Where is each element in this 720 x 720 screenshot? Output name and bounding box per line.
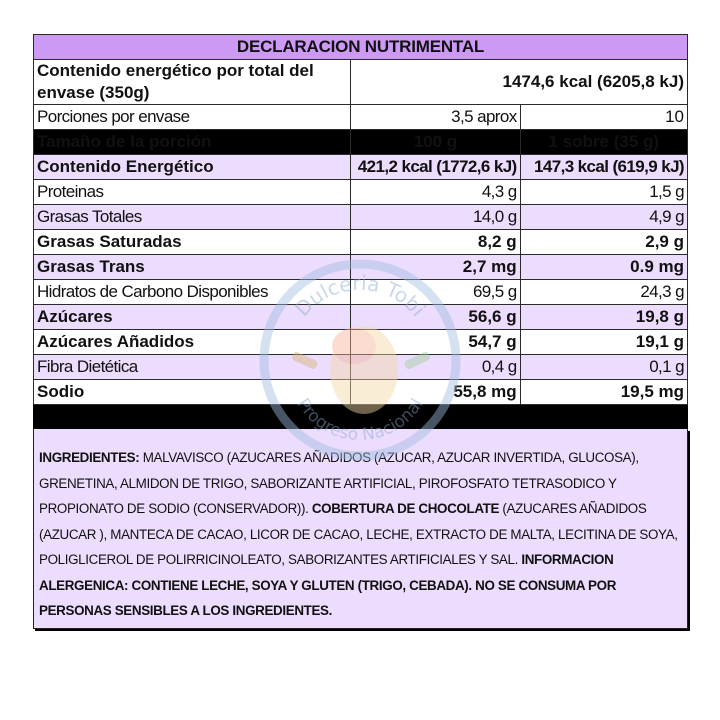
nutrient-col1: 8,2 g — [351, 230, 520, 255]
nutrient-col2: 1,5 g — [520, 180, 687, 205]
coating-text: (AZUCARES AÑADIDOS (AZUCAR ), MANTECA DE CACAO, LICOR DE CACAO, LECHE, EXTRACTO DE MALTA, LECITINA DE SOYA, POLIGLICEROL DE POLIRRICINOLEATO, SABORIZANTES ARTIFICIALES Y SAL. — [39, 501, 678, 567]
energy-total-label: Contenido energético por total del envase (350g) — [34, 60, 351, 105]
nutrient-col1: 56,6 g — [351, 305, 520, 330]
energy-col2: 147,3 kcal (619,9 kJ) — [520, 155, 687, 180]
energy-label: Contenido Energético — [34, 155, 351, 180]
nutrient-row — [34, 330, 688, 355]
serving-header-col1: 100 g — [351, 130, 520, 155]
portions-label: Porciones por envase — [34, 105, 351, 130]
serving-header-col2: 1 sobre (35 g) — [520, 130, 687, 155]
nutrient-col2: 19,8 g — [520, 305, 687, 330]
energy-total-value: 1474,6 kcal (6205,8 kJ) — [351, 60, 688, 105]
portions-row — [34, 105, 688, 130]
nutrient-row — [34, 230, 688, 255]
nutrient-label: Grasas Trans — [34, 255, 351, 280]
nutrient-col2: 24,3 g — [520, 280, 687, 305]
nutrient-label: Grasas Saturadas — [34, 230, 351, 255]
nutrient-row — [34, 355, 688, 380]
nutrient-col1: 54,7 g — [351, 330, 520, 355]
nutrient-row — [34, 255, 688, 280]
nutrient-label: Fibra Dietética — [34, 355, 351, 380]
ingredients-text: MALVAVISCO (AZUCARES AÑADIDOS (AZUCAR, AZUCAR INVERTIDA, GLUCOSA), GRENETINA, ALMIDON DE TRIGO, SABORIZANTE ARTIFICIAL, PIROFOSFATO TETRASODICO Y PROPIONATO DE SODIO (CONSERVADOR)). — [39, 450, 639, 516]
nutrient-col2: 4,9 g — [520, 205, 687, 230]
portions-col2: 10 — [520, 105, 687, 130]
nutrition-label — [33, 34, 688, 629]
svg-text:Progreso Nacional: Progreso Nacional — [292, 394, 428, 446]
serving-header-label: Tamaño de la porción — [34, 130, 351, 155]
label-title: DECLARACION NUTRIMENTAL — [34, 35, 688, 60]
energy-total-row — [34, 60, 688, 105]
ingredients-box — [33, 429, 688, 629]
nutrient-col1: 2,7 mg — [351, 255, 520, 280]
separator-bar — [33, 405, 688, 429]
nutrient-row — [34, 205, 688, 230]
nutrient-label: Proteinas — [34, 180, 351, 205]
allergen-info: INFORMACION ALERGENICA: CONTIENE LECHE, SOYA Y GLUTEN (TRIGO, CEBADA). NO SE CONSUMA POR PERSONAS SENSIBLES A LOS INGREDIENTES. — [39, 552, 617, 618]
nutrient-col2: 0,1 g — [520, 355, 687, 380]
nutrient-col2: 0.9 mg — [520, 255, 687, 280]
serving-header-row — [34, 130, 688, 155]
nutrient-col1: 55,8 mg — [351, 380, 520, 405]
ingredients-heading: INGREDIENTES: — [39, 450, 140, 465]
coating-heading: COBERTURA DE CHOCOLATE — [311, 501, 500, 516]
svg-text:Dulceria Tobi: Dulceria Tobi — [290, 270, 431, 321]
nutrient-row — [34, 380, 688, 405]
nutrient-col2: 19,5 mg — [520, 380, 687, 405]
title-row — [34, 35, 688, 60]
nutrient-label: Azúcares — [34, 305, 351, 330]
portions-col1: 3,5 aprox — [351, 105, 520, 130]
nutrient-col1: 0,4 g — [351, 355, 520, 380]
nutrient-col1: 69,5 g — [351, 280, 520, 305]
nutrient-col2: 2,9 g — [520, 230, 687, 255]
nutrient-col2: 19,1 g — [520, 330, 687, 355]
nutrient-label: Sodio — [34, 380, 351, 405]
nutrient-row — [34, 280, 688, 305]
energy-row — [34, 155, 688, 180]
energy-col1: 421,2 kcal (1772,6 kJ) — [351, 155, 520, 180]
nutrient-row — [34, 305, 688, 330]
nutrition-table — [33, 34, 688, 405]
nutrient-label: Azúcares Añadidos — [34, 330, 351, 355]
nutrient-label: Hidratos de Carbono Disponibles — [34, 280, 351, 305]
nutrient-col1: 14,0 g — [351, 205, 520, 230]
nutrient-row — [34, 180, 688, 205]
nutrient-label: Grasas Totales — [34, 205, 351, 230]
nutrient-col1: 4,3 g — [351, 180, 520, 205]
